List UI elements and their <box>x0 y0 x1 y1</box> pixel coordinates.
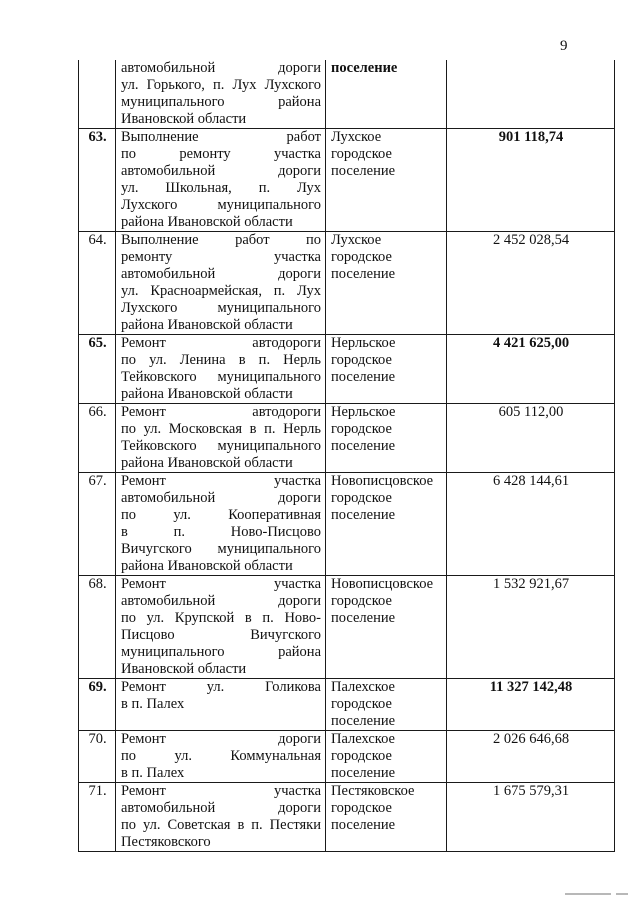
description-line: автомобильной дороги <box>121 60 321 76</box>
description-line: района Ивановской области <box>121 386 293 402</box>
settlement-line: городское <box>331 352 392 368</box>
work-description <box>116 576 326 679</box>
row-number: 70. <box>79 731 116 783</box>
work-description <box>116 232 326 335</box>
footer-scan-mark <box>565 893 611 895</box>
description-line: Тейковского муниципального <box>121 438 321 454</box>
work-description <box>116 129 326 232</box>
work-description <box>116 731 326 783</box>
description-line: в п. Палех <box>121 765 185 781</box>
work-description <box>116 473 326 576</box>
settlement-line: поселение <box>331 507 396 523</box>
settlement-line: Лухское <box>331 129 382 145</box>
page-number: 9 <box>560 38 568 54</box>
amount: 1 675 579,31 <box>447 783 615 852</box>
description-line: ул. Красноармейская, п. Лух <box>121 283 321 299</box>
description-line: по ул. Кооперативная <box>121 507 321 523</box>
settlement-line: Нерльское <box>331 404 396 420</box>
row-number: 65. <box>79 335 116 404</box>
table-row <box>79 576 615 679</box>
work-description <box>116 679 326 731</box>
settlement-line: поселение <box>331 369 396 385</box>
amount: 2 452 028,54 <box>447 232 615 335</box>
description-line: по ул. Ленина в п. Нерль <box>121 352 321 368</box>
work-description <box>116 783 326 852</box>
footer-scan-mark-small <box>616 893 628 895</box>
row-number <box>79 60 116 129</box>
table-row <box>79 731 615 783</box>
description-line: в п. Палех <box>121 696 185 712</box>
settlement <box>326 679 447 731</box>
amount: 6 428 144,61 <box>447 473 615 576</box>
settlement-line: городское <box>331 421 392 437</box>
description-line: автомобильной дороги <box>121 163 321 179</box>
description-line: Выполнение работ по <box>121 232 321 248</box>
description-line: Ремонт участка <box>121 576 321 592</box>
settlement-line: поселение <box>331 438 396 454</box>
settlement <box>326 129 447 232</box>
description-line: Ремонт дороги <box>121 731 321 747</box>
description-line: ремонту участка <box>121 249 321 265</box>
settlement-line: поселение <box>331 163 396 179</box>
description-line: ул. Школьная, п. Лух <box>121 180 321 196</box>
description-line: Ремонт автодороги <box>121 404 321 420</box>
amount <box>447 60 615 129</box>
settlement <box>326 576 447 679</box>
work-description <box>116 404 326 473</box>
table-row <box>79 232 615 335</box>
amount: 4 421 625,00 <box>447 335 615 404</box>
table-row <box>79 335 615 404</box>
settlement-line: поселение <box>331 713 396 729</box>
amount: 901 118,74 <box>447 129 615 232</box>
settlement-line: Новописцовское <box>331 473 434 489</box>
description-line: Вичугского муниципального <box>121 541 321 557</box>
description-line: района Ивановской области <box>121 455 293 471</box>
description-line: Ремонт участка <box>121 783 321 799</box>
row-number: 64. <box>79 232 116 335</box>
row-number: 71. <box>79 783 116 852</box>
settlement-line: городское <box>331 593 392 609</box>
amount: 11 327 142,48 <box>447 679 615 731</box>
description-line: по ул. Московская в п. Нерль <box>121 421 321 437</box>
row-number: 66. <box>79 404 116 473</box>
settlement-line: Пестяковское <box>331 783 415 799</box>
settlement <box>326 404 447 473</box>
table-row <box>79 404 615 473</box>
settlement-line: городское <box>331 146 392 162</box>
settlement-line: Нерльское <box>331 335 396 351</box>
description-line: района Ивановской области <box>121 317 293 333</box>
settlement-line: Палехское <box>331 731 395 747</box>
description-line: Лухского муниципального <box>121 197 321 213</box>
description-line: по ул. Коммунальная <box>121 748 321 764</box>
table-row <box>79 60 615 129</box>
description-line: Ремонт автодороги <box>121 335 321 351</box>
description-line: автомобильной дороги <box>121 266 321 282</box>
description-line: по ул. Советская в п. Пестяки <box>121 817 321 833</box>
description-line: Писцово Вичугского <box>121 627 321 643</box>
settlement-line: Палехское <box>331 679 395 695</box>
settlement <box>326 60 447 129</box>
description-line: Ивановской области <box>121 111 247 127</box>
work-description <box>116 60 326 129</box>
description-line: Пестяковского <box>121 834 211 850</box>
description-line: муниципального района <box>121 94 321 110</box>
settlement-line: поселение <box>331 60 398 76</box>
settlement-line: поселение <box>331 610 396 626</box>
row-number: 67. <box>79 473 116 576</box>
settlement-line: городское <box>331 696 392 712</box>
row-number: 69. <box>79 679 116 731</box>
settlement-line: городское <box>331 490 392 506</box>
table-row <box>79 129 615 232</box>
description-line: автомобильной дороги <box>121 800 321 816</box>
table-row <box>79 783 615 852</box>
settlement <box>326 473 447 576</box>
description-line: муниципального района <box>121 644 321 660</box>
amount: 1 532 921,67 <box>447 576 615 679</box>
description-line: по ремонту участка <box>121 146 321 162</box>
settlement-line: городское <box>331 748 392 764</box>
description-line: ул. Горького, п. Лух Лухского <box>121 77 321 93</box>
table-row <box>79 679 615 731</box>
row-number: 68. <box>79 576 116 679</box>
description-line: в п. Ново-Писцово <box>121 524 321 540</box>
description-line: Выполнение работ <box>121 129 321 145</box>
settlement-line: поселение <box>331 817 396 833</box>
description-line: Ремонт ул. Голикова <box>121 679 321 695</box>
table-row <box>79 473 615 576</box>
settlement-line: городское <box>331 249 392 265</box>
description-line: Ремонт участка <box>121 473 321 489</box>
description-line: Тейковского муниципального <box>121 369 321 385</box>
settlement-line: поселение <box>331 765 396 781</box>
settlement <box>326 232 447 335</box>
settlement-line: городское <box>331 800 392 816</box>
description-line: автомобильной дороги <box>121 593 321 609</box>
settlement <box>326 335 447 404</box>
settlement <box>326 731 447 783</box>
amount: 605 112,00 <box>447 404 615 473</box>
description-line: по ул. Крупской в п. Ново- <box>121 610 321 626</box>
description-line: Лухского муниципального <box>121 300 321 316</box>
settlement-line: поселение <box>331 266 396 282</box>
description-line: Ивановской области <box>121 661 247 677</box>
settlement <box>326 783 447 852</box>
work-description <box>116 335 326 404</box>
settlement-line: Новописцовское <box>331 576 434 592</box>
amount: 2 026 646,68 <box>447 731 615 783</box>
works-table <box>78 60 615 852</box>
description-line: района Ивановской области <box>121 558 293 574</box>
description-line: района Ивановской области <box>121 214 293 230</box>
row-number: 63. <box>79 129 116 232</box>
settlement-line: Лухское <box>331 232 382 248</box>
description-line: автомобильной дороги <box>121 490 321 506</box>
